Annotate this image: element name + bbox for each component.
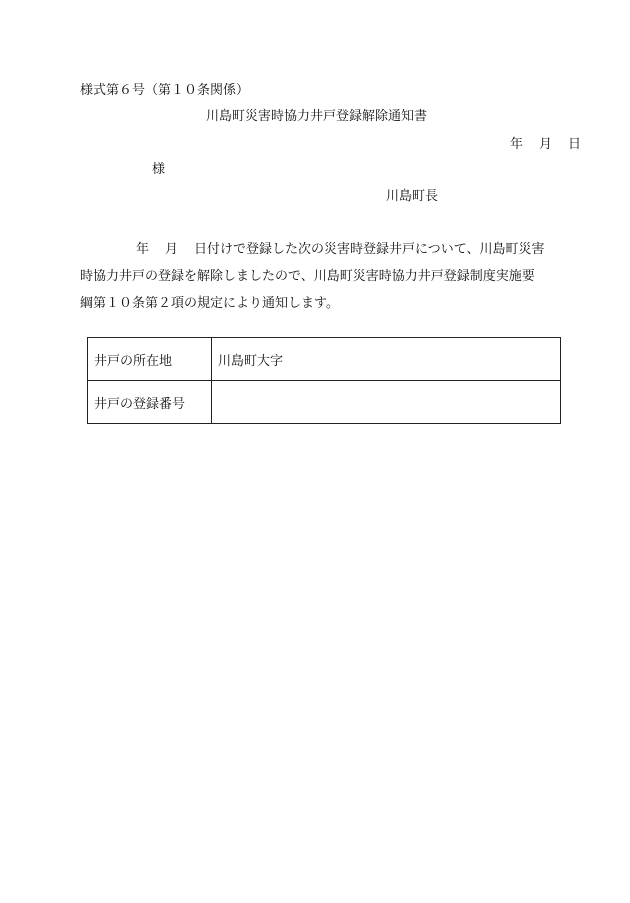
issuer: 川島町長 — [386, 189, 439, 204]
well-info-table — [87, 337, 561, 424]
notice-body — [80, 236, 585, 317]
body-year: 年 — [136, 242, 150, 257]
date-day: 日 — [568, 137, 582, 152]
body-line-3: 綱第１０条第２項の規定により通知します。 — [80, 296, 339, 311]
body-month: 月 — [165, 242, 179, 257]
body-line-1-text: 日付けで登録した次の災害時登録井戸について、川島町災害 — [194, 242, 545, 257]
addressee-suffix: 様 — [152, 162, 166, 177]
body-line-2: 時協力井戸の登録を解除しましたので、川島町災害時協力井戸登録制度実施要 — [80, 269, 535, 284]
registration-number-value — [212, 381, 561, 424]
body-line-1 — [80, 236, 585, 263]
form-number: 様式第６号（第１０条関係） — [80, 83, 250, 98]
location-label: 井戸の所在地 — [88, 338, 212, 381]
date-month: 月 — [539, 137, 553, 152]
table-row-location — [88, 338, 561, 381]
table-row-registration-number — [88, 381, 561, 424]
registration-number-label: 井戸の登録番号 — [88, 381, 212, 424]
document-title: 川島町災害時協力井戸登録解除通知書 — [206, 109, 428, 124]
date-year: 年 — [510, 137, 524, 152]
location-value: 川島町大字 — [212, 338, 561, 381]
date-line — [510, 138, 581, 151]
